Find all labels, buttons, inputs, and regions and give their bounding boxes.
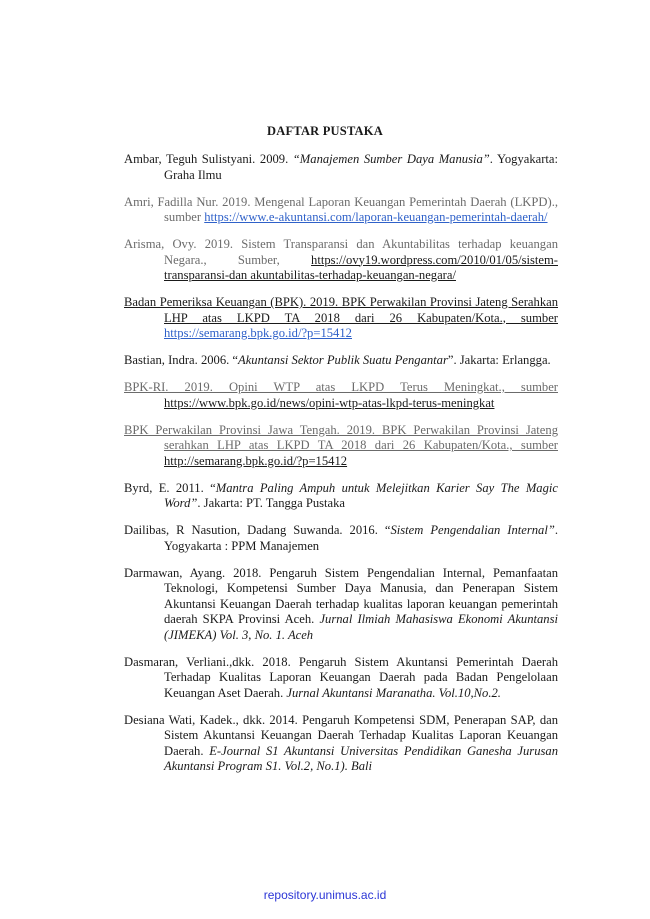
- reference-text: Dailibas, R Nasution, Dadang Suwanda. 2016. “: [124, 523, 391, 537]
- reference-link[interactable]: https://ovy19.wordpress.com/2010/01/05/sistem-transparansi-dan akuntabilitas-terhadap-keuangan-negara/: [164, 252, 558, 282]
- reference-title: Sistem Pengendalian Internal”: [390, 523, 555, 537]
- reference-text: Darmawan, Ayang. 2018. Pengaruh Sistem Pengendalian Internal, Pemanfaatan Teknologi, Kompetensi Sumber Daya Manusia, dan Penerapan Sistem Akuntansi Keuangan Daerah terhadap kualitas laporan keuangan pemerintah daerah SKPA Provinsi Aceh.: [124, 565, 558, 626]
- reference-entry: [124, 566, 558, 644]
- reference-text: Ambar, Teguh Sulistyani. 2009.: [124, 152, 293, 166]
- reference-text: BPK Perwakilan Provinsi Jawa Tengah. 2019. BPK Perwakilan Provinsi Jateng serahkan LHP atas LKPD TA 2018 dari 26 Kabupaten/Kota., sumber: [124, 422, 558, 452]
- reference-text: Byrd, E. 2011. “: [124, 480, 216, 495]
- reference-text: Badan Pemeriksa Keuangan (BPK). 2019. BPK Perwakilan Provinsi Jateng Serahkan LHP atas LKPD TA 2018 dari 26 Kabupaten/Kota., sumber: [124, 295, 558, 325]
- reference-title: E-Journal S1 Akuntansi Universitas Pendidikan Ganesha Jurusan Akuntansi Program S1. Vol.2, No.1). Bali: [164, 743, 559, 773]
- reference-entry: [124, 523, 558, 554]
- reference-text: Amri, Fadilla Nur. 2019. Mengenal Laporan Keuangan Pemerintah Daerah (LKPD)., sumber: [124, 194, 558, 224]
- reference-entry: [124, 713, 558, 775]
- reference-publisher: . Jakarta: PT. Tangga Pustaka: [197, 496, 346, 510]
- reference-title: “Manajemen Sumber Daya Manusia”: [292, 152, 490, 166]
- reference-link[interactable]: https://semarang.bpk.go.id/?p=15412: [164, 326, 352, 340]
- reference-title: Jurnal Akuntansi Maranatha. Vol.10,No.2.: [286, 685, 501, 700]
- reference-entry: [124, 237, 558, 284]
- reference-text: Arisma, Ovy. 2019. Sistem Transparansi dan Akuntabilitas terhadap keuangan Negara., Sumber,: [124, 237, 558, 267]
- reference-entry: [124, 295, 558, 342]
- reference-publisher: . Yogyakarta : PPM Manajemen: [164, 523, 558, 553]
- reference-title: Akuntansi Sektor Publik Suatu Pengantar: [238, 353, 448, 367]
- reference-entry: [124, 655, 558, 702]
- reference-entry: [124, 152, 558, 183]
- reference-text: Bastian, Indra. 2006. “: [124, 353, 239, 367]
- reference-entry: [124, 195, 558, 226]
- repository-footer-link[interactable]: repository.unimus.ac.id: [263, 888, 387, 902]
- reference-title: Jurnal Ilmiah Mahasiswa Ekonomi Akuntansi (JIMEKA) Vol. 3, No. 1. Aceh: [164, 612, 558, 642]
- reference-link[interactable]: http://semarang.bpk.go.id/?p=15412: [164, 453, 348, 468]
- reference-list: [124, 152, 558, 786]
- reference-text: Dasmaran, Verliani.,dkk. 2018. Pengaruh Sistem Akuntansi Pemerintah Daerah Terhadap Kualitas Laporan Keuangan Daerah pada Badan Pengelolaan Keuangan Aset Daerah.: [124, 654, 558, 700]
- reference-title: Mantra Paling Ampuh untuk Melejitkan Karier Say The Magic Word”: [164, 480, 558, 510]
- reference-entry: [124, 481, 558, 512]
- reference-entry: [124, 353, 558, 369]
- reference-entry: [124, 380, 558, 411]
- reference-publisher: ”. Jakarta: Erlangga.: [447, 353, 551, 367]
- reference-publisher: . Yogyakarta: Graha Ilmu: [164, 152, 559, 182]
- reference-link[interactable]: https://www.bpk.go.id/news/opini-wtp-atas-lkpd-terus-meningkat: [164, 395, 495, 410]
- page-title: DAFTAR PUSTAKA: [267, 124, 383, 138]
- reference-text: BPK-RI. 2019. Opini WTP atas LKPD Terus Meningkat., sumber: [124, 380, 558, 394]
- reference-entry: [124, 423, 558, 470]
- reference-link[interactable]: https://www.e-akuntansi.com/laporan-keuangan-pemerintah-daerah/: [204, 210, 548, 224]
- reference-text: Desiana Wati, Kadek., dkk. 2014. Pengaruh Kompetensi SDM, Penerapan SAP, dan Sistem Akuntansi Keuangan Daerah Terhadap Kualitas Laporan Keuangan Daerah.: [124, 712, 558, 758]
